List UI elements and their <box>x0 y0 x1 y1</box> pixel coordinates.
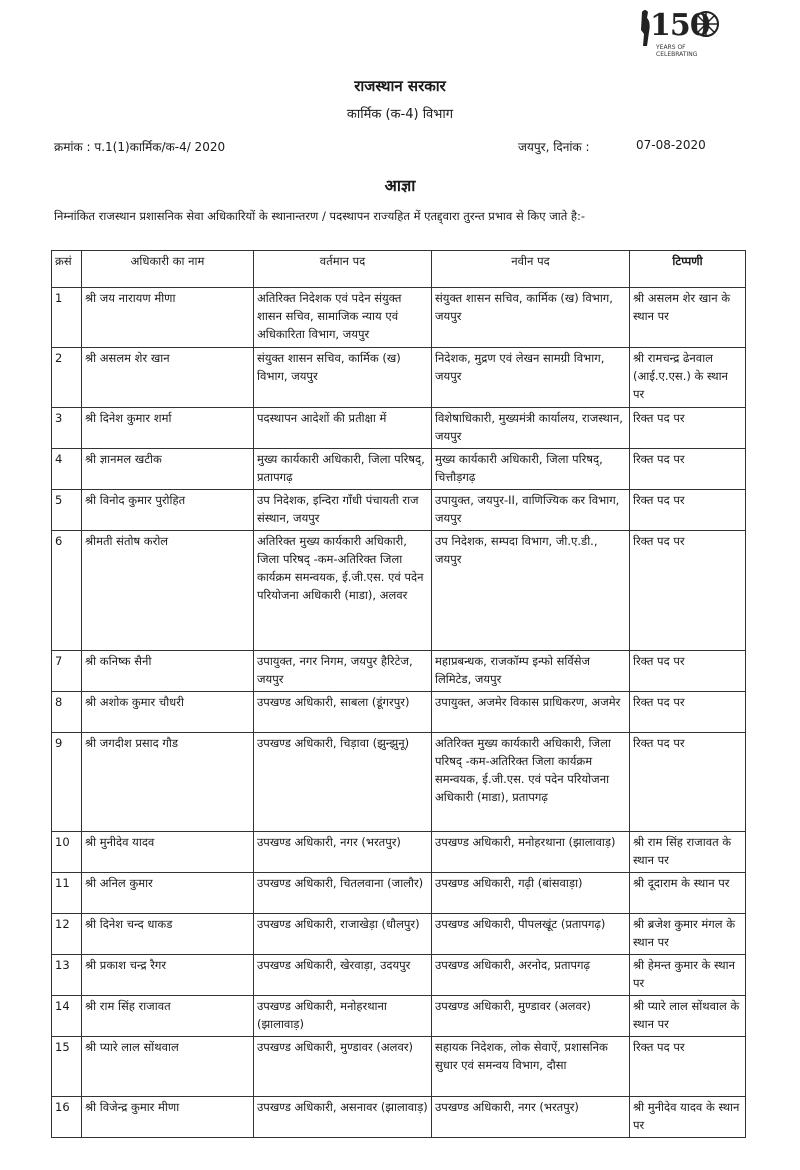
cell-current-post: उपायुक्त, नगर निगम, जयपुर हैरिटेज, जयपुर <box>254 651 432 692</box>
cell-new-post: उपखण्ड अधिकारी, गढ़ी (बांसवाड़ा) <box>432 873 630 914</box>
cell-new-post: उपखण्ड अधिकारी, पीपलखूंट (प्रतापगढ़) <box>432 914 630 955</box>
table-row <box>52 996 746 1037</box>
cell-current-post: उपखण्ड अधिकारी, असनावर (झालावाड़) <box>254 1097 432 1138</box>
cell-serial: 4 <box>52 449 82 490</box>
cell-current-post: अतिरिक्त निदेशक एवं पदेन संयुक्त शासन सचिव, सामाजिक न्याय एवं अधिकारिता विभाग, जयपुर <box>254 288 432 348</box>
cell-current-post: उपखण्ड अधिकारी, साबला (डूंगरपुर) <box>254 692 432 733</box>
cell-remark: श्री दूदाराम के स्थान पर <box>630 873 746 914</box>
cell-remark: रिक्त पद पर <box>630 490 746 531</box>
cell-remark: रिक्त पद पर <box>630 733 746 832</box>
cell-officer-name: श्री असलम शेर खान <box>82 348 254 408</box>
transfer-table <box>51 250 746 1138</box>
cell-serial: 12 <box>52 914 82 955</box>
cell-officer-name: श्री विजेन्द्र कुमार मीणा <box>82 1097 254 1138</box>
cell-serial: 16 <box>52 1097 82 1138</box>
table-header-row <box>52 251 746 288</box>
cell-new-post: उपायुक्त, जयपुर-II, वाणिज्यिक कर विभाग, जयपुर <box>432 490 630 531</box>
cell-new-post: उपखण्ड अधिकारी, मनोहरथाना (झालावाड़) <box>432 832 630 873</box>
table-row <box>52 955 746 996</box>
cell-remark: श्री प्यारे लाल सोंथवाल के स्थान पर <box>630 996 746 1037</box>
cell-remark: रिक्त पद पर <box>630 651 746 692</box>
cell-remark: रिक्त पद पर <box>630 449 746 490</box>
cell-remark: श्री मुनीदेव यादव के स्थान पर <box>630 1097 746 1138</box>
table-row <box>52 288 746 348</box>
table-row <box>52 873 746 914</box>
place-date-label: जयपुर, दिनांक : <box>518 140 590 154</box>
cell-current-post: उपखण्ड अधिकारी, मनोहरथाना (झालावाड़) <box>254 996 432 1037</box>
anniversary-logo <box>636 6 726 58</box>
cell-remark: श्री राम सिंह राजावत के स्थान पर <box>630 832 746 873</box>
table-row <box>52 449 746 490</box>
cell-serial: 5 <box>52 490 82 531</box>
cell-new-post: सहायक निदेशक, लोक सेवाऐं, प्रशासनिक सुधार एवं समन्वय विभाग, दौसा <box>432 1037 630 1097</box>
table-row <box>52 1037 746 1097</box>
table-row <box>52 832 746 873</box>
cell-current-post: उपखण्ड अधिकारी, खेरवाड़ा, उदयपुर <box>254 955 432 996</box>
cell-current-post: उपखण्ड अधिकारी, चिड़ावा (झुन्झुनू) <box>254 733 432 832</box>
logo-number: 150 <box>650 8 710 43</box>
cell-remark: रिक्त पद पर <box>630 692 746 733</box>
cell-current-post: संयुक्त शासन सचिव, कार्मिक (ख) विभाग, जयपुर <box>254 348 432 408</box>
logo-caption-2: CELEBRATING <box>656 51 698 58</box>
cell-serial: 13 <box>52 955 82 996</box>
cell-serial: 15 <box>52 1037 82 1097</box>
cell-remark: श्री ब्रजेश कुमार मंगल के स्थान पर <box>630 914 746 955</box>
cell-new-post: अतिरिक्त मुख्य कार्यकारी अधिकारी, जिला परिषद् -कम-अतिरिक्त जिला कार्यक्रम समन्वयक, ई.जी.एस. एवं पदेन परियोजना अधिकारी (माडा), प्रतापगढ़ <box>432 733 630 832</box>
cell-new-post: उपायुक्त, अजमेर विकास प्राधिकरण, अजमेर <box>432 692 630 733</box>
department-heading: कार्मिक (क-4) विभाग <box>346 107 454 122</box>
cell-serial: 7 <box>52 651 82 692</box>
order-intro: निम्नांकित राजस्थान प्रशासनिक सेवा अधिकारियों के स्थानान्तरण / पदस्थापन राज्यहित में एतद्द्वारा तुरन्त प्रभाव से किए जाते है:- <box>54 209 586 223</box>
cell-officer-name: श्री प्रकाश चन्द्र रैगर <box>82 955 254 996</box>
cell-serial: 6 <box>52 531 82 651</box>
cell-new-post: महाप्रबन्धक, राजकॉम्प इन्फो सर्विसेज लिमिटेड, जयपुर <box>432 651 630 692</box>
table-row <box>52 651 746 692</box>
cell-officer-name: श्री ज्ञानमल खटीक <box>82 449 254 490</box>
cell-new-post: विशेषाधिकारी, मुख्यमंत्री कार्यालय, राजस्थान, जयपुर <box>432 408 630 449</box>
table-row <box>52 531 746 651</box>
cell-new-post: उप निदेशक, सम्पदा विभाग, जी.ए.डी., जयपुर <box>432 531 630 651</box>
cell-current-post: पदस्थापन आदेशों की प्रतीक्षा में <box>254 408 432 449</box>
cell-remark: श्री हेमन्त कुमार के स्थान पर <box>630 955 746 996</box>
cell-officer-name: श्री राम सिंह राजावत <box>82 996 254 1037</box>
cell-current-post: मुख्य कार्यकारी अधिकारी, जिला परिषद्, प्रतापगढ़ <box>254 449 432 490</box>
cell-officer-name: श्री दिनेश कुमार शर्मा <box>82 408 254 449</box>
order-number: क्रमांक : प.1(1)कार्मिक/क-4/ 2020 <box>54 140 226 154</box>
cell-remark: श्री असलम शेर खान के स्थान पर <box>630 288 746 348</box>
cell-remark: रिक्त पद पर <box>630 408 746 449</box>
cell-remark: रिक्त पद पर <box>630 1037 746 1097</box>
logo-caption: YEARS OF <box>656 44 686 51</box>
cell-new-post: मुख्य कार्यकारी अधिकारी, जिला परिषद्, चित्तौड़गढ़ <box>432 449 630 490</box>
cell-new-post: उपखण्ड अधिकारी, अरनोद, प्रतापगढ़ <box>432 955 630 996</box>
column-header-name: अधिकारी का नाम <box>82 251 254 288</box>
column-header-remarks: टिप्पणी <box>630 251 746 288</box>
cell-current-post: उपखण्ड अधिकारी, चितलवाना (जालौर) <box>254 873 432 914</box>
cell-new-post: उपखण्ड अधिकारी, नगर (भरतपुर) <box>432 1097 630 1138</box>
cell-officer-name: श्री अशोक कुमार चौधरी <box>82 692 254 733</box>
cell-current-post: अतिरिक्त मुख्य कार्यकारी अधिकारी, जिला परिषद् -कम-अतिरिक्त जिला कार्यक्रम समन्वयक, ई.जी.एस. एवं पदेन परियोजना अधिकारी (माडा), अलवर <box>254 531 432 651</box>
cell-current-post: उप निदेशक, इन्दिरा गाँधी पंचायती राज संस्थान, जयपुर <box>254 490 432 531</box>
cell-current-post: उपखण्ड अधिकारी, राजाखेड़ा (धौलपुर) <box>254 914 432 955</box>
cell-officer-name: श्री कनिष्क सैनी <box>82 651 254 692</box>
cell-serial: 11 <box>52 873 82 914</box>
cell-officer-name: श्री अनिल कुमार <box>82 873 254 914</box>
cell-serial: 1 <box>52 288 82 348</box>
cell-current-post: उपखण्ड अधिकारी, मुण्डावर (अलवर) <box>254 1037 432 1097</box>
column-header-current-post: वर्तमान पद <box>254 251 432 288</box>
table-row <box>52 733 746 832</box>
table-row <box>52 490 746 531</box>
cell-serial: 10 <box>52 832 82 873</box>
table-row <box>52 914 746 955</box>
table-row <box>52 348 746 408</box>
cell-new-post: संयुक्त शासन सचिव, कार्मिक (ख) विभाग, जयपुर <box>432 288 630 348</box>
order-date: 07-08-2020 <box>636 138 706 152</box>
cell-new-post: उपखण्ड अधिकारी, मुण्डावर (अलवर) <box>432 996 630 1037</box>
cell-officer-name: श्री दिनेश चन्द धाकड <box>82 914 254 955</box>
cell-officer-name: श्री प्यारे लाल सोंथवाल <box>82 1037 254 1097</box>
cell-officer-name: श्री जय नारायण मीणा <box>82 288 254 348</box>
cell-serial: 3 <box>52 408 82 449</box>
cell-serial: 8 <box>52 692 82 733</box>
cell-new-post: निदेशक, मुद्रण एवं लेखन सामग्री विभाग, जयपुर <box>432 348 630 408</box>
cell-officer-name: श्री मुनीदेव यादव <box>82 832 254 873</box>
table-row <box>52 408 746 449</box>
cell-serial: 2 <box>52 348 82 408</box>
table-row <box>52 1097 746 1138</box>
cell-remark: श्री रामचन्द्र ढेनवाल (आई.ए.एस.) के स्थान पर <box>630 348 746 408</box>
cell-current-post: उपखण्ड अधिकारी, नगर (भरतपुर) <box>254 832 432 873</box>
order-title: आज्ञा <box>384 176 416 195</box>
column-header-serial: क्रसं <box>52 251 82 288</box>
table-row <box>52 692 746 733</box>
cell-officer-name: श्री जगदीश प्रसाद गौड <box>82 733 254 832</box>
cell-serial: 14 <box>52 996 82 1037</box>
cell-officer-name: श्री विनोद कुमार पुरोहित <box>82 490 254 531</box>
column-header-new-post: नवीन पद <box>432 251 630 288</box>
cell-officer-name: श्रीमती संतोष करोल <box>82 531 254 651</box>
government-heading: राजस्थान सरकार <box>354 77 446 95</box>
cell-serial: 9 <box>52 733 82 832</box>
cell-remark: रिक्त पद पर <box>630 531 746 651</box>
